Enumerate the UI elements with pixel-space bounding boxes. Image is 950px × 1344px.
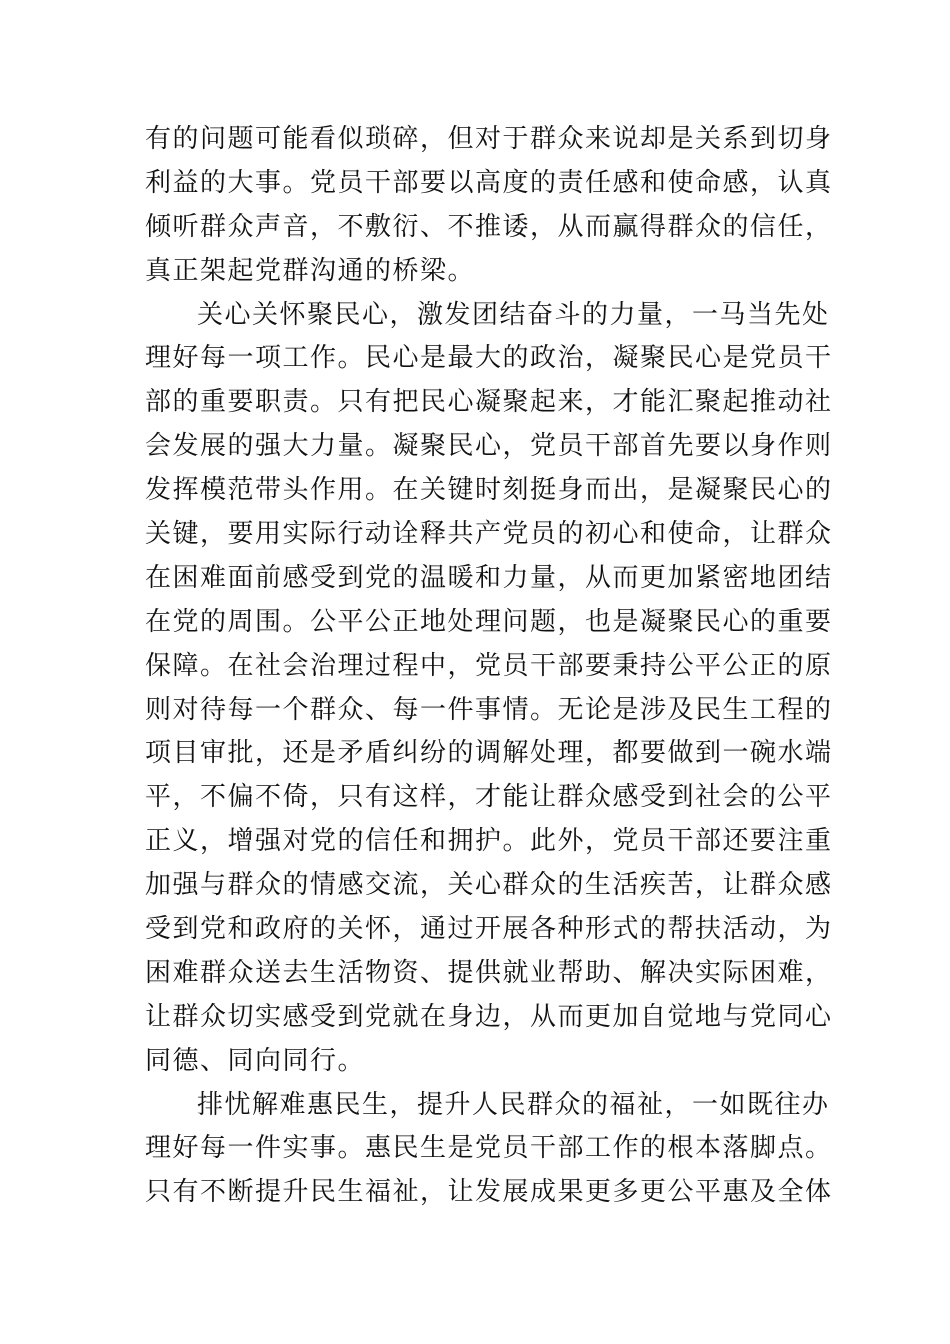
- text-line: 倾听群众声音，不敷衍、不推诿，从而赢得群众的信任，: [145, 211, 833, 242]
- text-line: 理好每一件实事。惠民生是党员干部工作的根本落脚点。: [145, 1133, 833, 1164]
- text-line: 平，不偏不倚，只有这样，才能让群众感受到社会的公平: [145, 782, 833, 813]
- text-line: 会发展的强大力量。凝聚民心，党员干部首先要以身作则: [145, 431, 833, 462]
- text-line: 在党的周围。公平公正地处理问题，也是凝聚民心的重要: [145, 606, 833, 637]
- text-line: 受到党和政府的关怀，通过开展各种形式的帮扶活动，为: [145, 914, 833, 945]
- text-line: 加强与群众的情感交流，关心群众的生活疾苦，让群众感: [145, 870, 833, 901]
- text-line: 有的问题可能看似琐碎，但对于群众来说却是关系到切身: [145, 124, 833, 154]
- text-line: 在困难面前感受到党的温暖和力量，从而更加紧密地团结: [145, 562, 833, 593]
- document-body: [145, 118, 833, 1215]
- text-line: 只有不断提升民生福祉，让发展成果更多更公平惠及全体: [145, 1177, 833, 1208]
- text-line: 同德、同向同行。: [145, 1045, 366, 1076]
- text-line: 排忧解难惠民生，提升人民群众的福祉，一如既往办: [197, 1089, 830, 1120]
- text-line: 部的重要职责。只有把民心凝聚起来，才能汇聚起推动社: [145, 387, 833, 418]
- text-line: 真正架起党群沟通的桥梁。: [145, 255, 476, 286]
- text-line: 利益的大事。党员干部要以高度的责任感和使命感，认真: [145, 167, 833, 198]
- text-line: 项目审批，还是矛盾纠纷的调解处理，都要做到一碗水端: [145, 738, 833, 769]
- text-line: 则对待每一个群众、每一件事情。无论是涉及民生工程的: [145, 694, 833, 725]
- text-line: 关心关怀聚民心，激发团结奋斗的力量，一马当先处: [197, 299, 830, 330]
- text-line: 让群众切实感受到党就在身边，从而更加自觉地与党同心: [145, 1001, 833, 1032]
- text-line: 困难群众送去生活物资、提供就业帮助、解决实际困难，: [145, 957, 833, 988]
- text-line: 关键，要用实际行动诠释共产党员的初心和使命，让群众: [145, 519, 833, 550]
- text-line: 正义，增强对党的信任和拥护。此外，党员干部还要注重: [145, 826, 833, 857]
- text-line: 保障。在社会治理过程中，党员干部要秉持公平公正的原: [145, 650, 833, 681]
- text-line: 发挥模范带头作用。在关键时刻挺身而出，是凝聚民心的: [145, 475, 833, 506]
- text-line: 理好每一项工作。民心是最大的政治，凝聚民心是党员干: [145, 343, 833, 374]
